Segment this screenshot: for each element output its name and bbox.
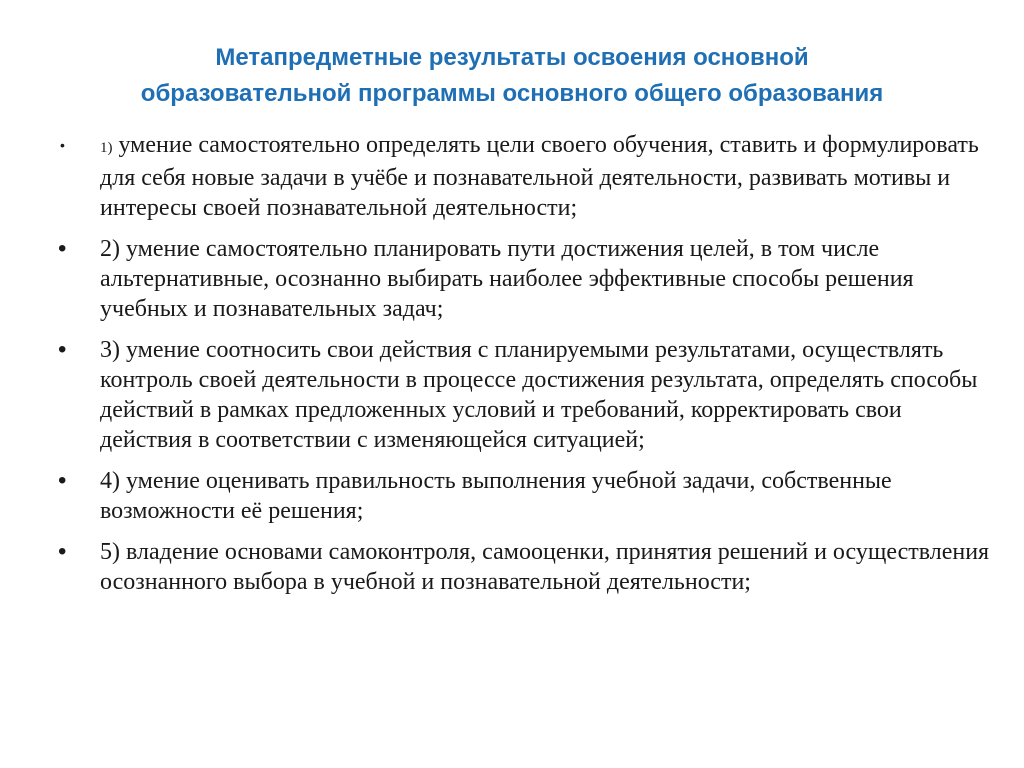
item-text: умение самостоятельно определять цели своего обучения, ставить и формулировать для себя новые задачи в учёбе и познавательной деятельности, развивать мотивы и интересы своей познавательной деятельности; bbox=[100, 132, 979, 221]
bullet-list bbox=[56, 130, 996, 608]
list-item-4 bbox=[56, 466, 996, 526]
item-text: 5) владение основами самоконтроля, самооценки, принятия решений и осуществления осознанного выбора в учебной и познавательной деятельности; bbox=[100, 539, 990, 595]
list-item-3 bbox=[56, 335, 996, 455]
item-text: 2) умение самостоятельно планировать пути достижения целей, в том числе альтернативные, осознанно выбирать наиболее эффективные способы решения учебных и познавательных задач; bbox=[100, 236, 914, 322]
bullet-icon: • bbox=[58, 336, 67, 363]
list-item-5 bbox=[56, 537, 996, 597]
slide-title bbox=[60, 40, 964, 112]
bullet-icon: • bbox=[58, 467, 67, 494]
title-line-1: Метапредметные результаты освоения основной bbox=[215, 44, 809, 71]
item-text: 3) умение соотносить свои действия с планируемыми результатами, осуществлять контроль своей деятельности в процессе достижения результата, определять способы действий в рамках предложенных условий и требований, корректировать свои действия в соответствии с изменяющейся ситуацией; bbox=[100, 337, 978, 453]
item-number: 1) bbox=[100, 140, 113, 156]
bullet-icon: • bbox=[60, 137, 65, 153]
list-item-2 bbox=[56, 234, 996, 324]
item-text: 4) умение оценивать правильность выполнения учебной задачи, собственные возможности её решения; bbox=[100, 468, 892, 524]
list-item-1 bbox=[56, 130, 996, 223]
bullet-icon: • bbox=[58, 538, 67, 565]
bullet-icon: • bbox=[58, 235, 67, 262]
title-line-2: образовательной программы основного общего образования bbox=[140, 80, 884, 107]
